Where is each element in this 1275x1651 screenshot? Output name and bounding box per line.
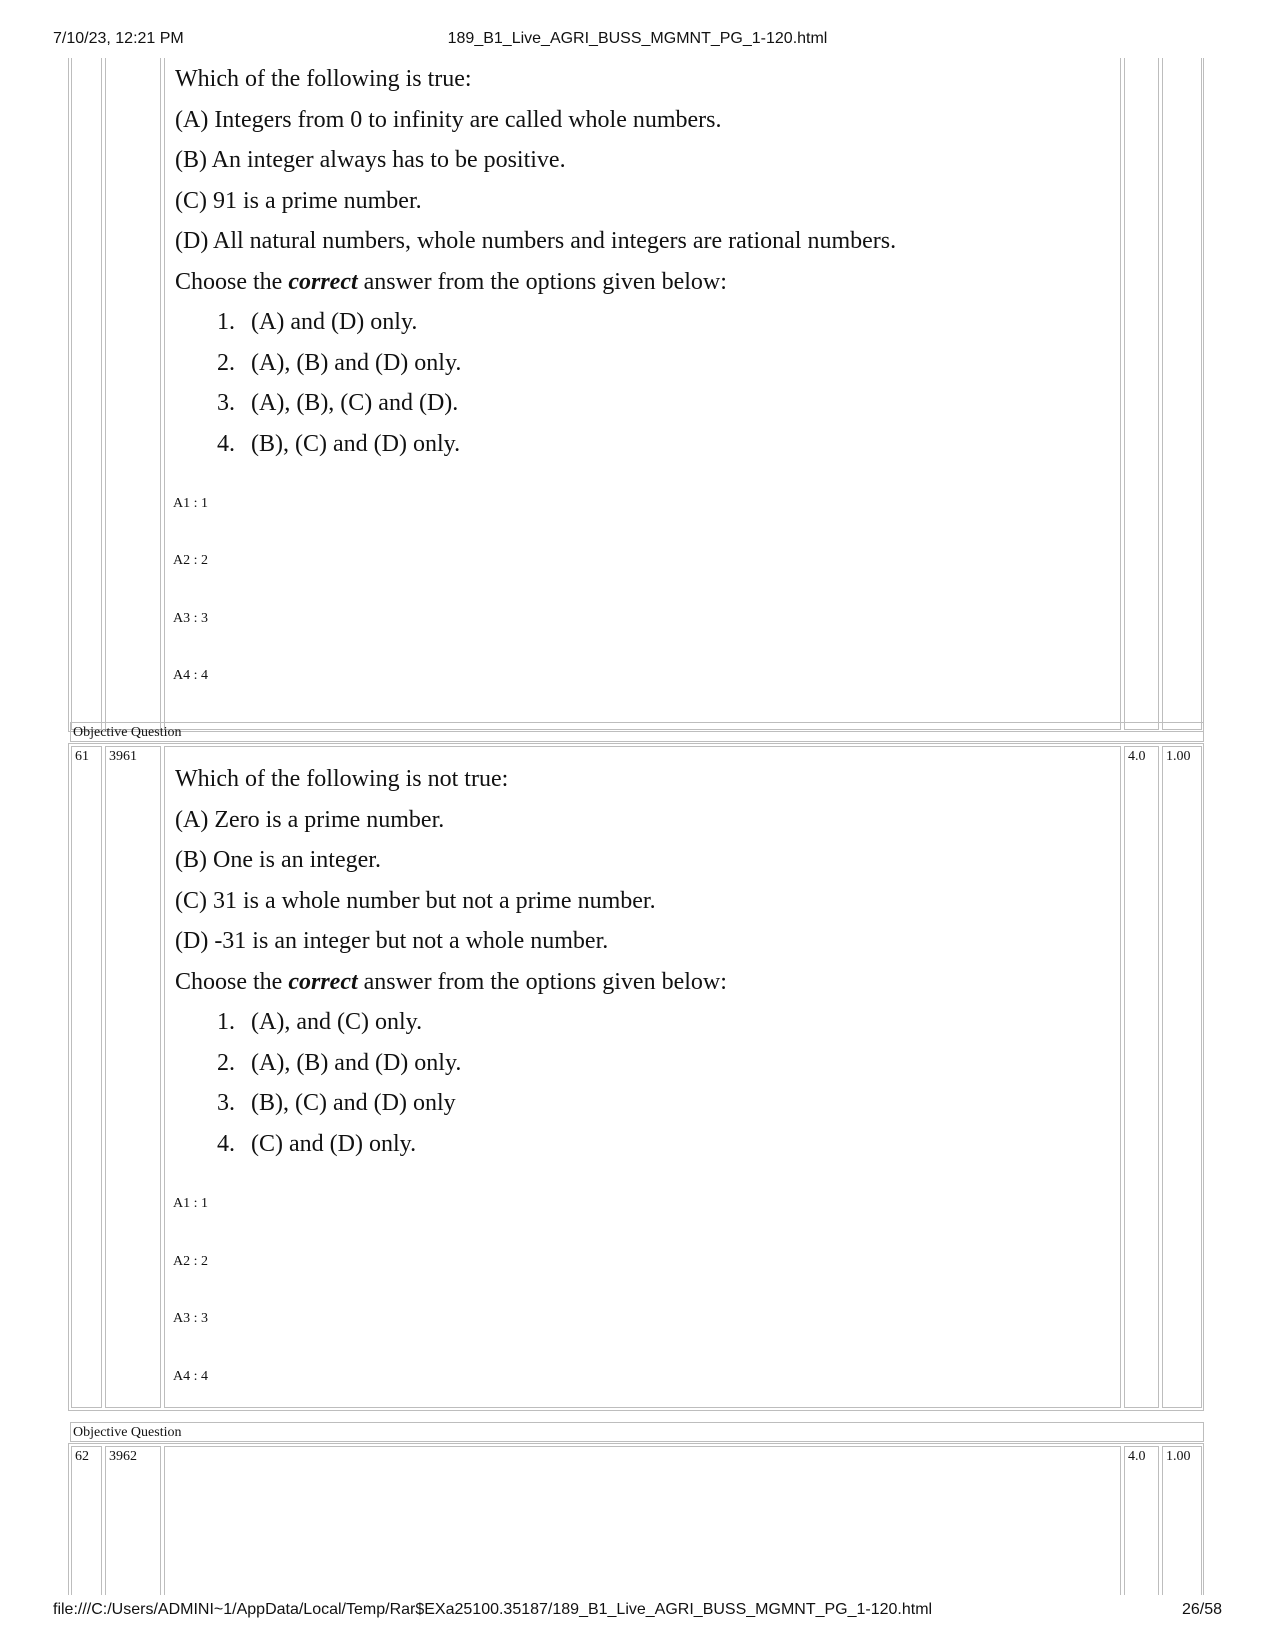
option-2 — [175, 1043, 1055, 1084]
statement-d: (D) -31 is an integer but not a whole number. — [175, 928, 609, 954]
option-text: (A), (B) and (D) only. — [251, 349, 462, 376]
q62-qid-cell: 3962 — [105, 1446, 161, 1595]
question-type-label: Objective Question — [70, 722, 1204, 742]
option-3 — [175, 383, 1055, 424]
option-text: (B), (C) and (D) only. — [251, 430, 461, 457]
statement-b: (B) An integer always has to be positive. — [175, 147, 566, 173]
statement-a: (A) Zero is a prime number. — [175, 806, 445, 833]
option-4 — [175, 424, 1055, 465]
answer-a1: A1 : 1 — [173, 496, 208, 511]
continued-qid-cell — [105, 58, 161, 730]
statement-d: (D) All natural numbers, whole numbers and integers are rational numbers. — [175, 228, 897, 254]
option-text: (C) and (D) only. — [251, 1130, 417, 1157]
continued-marks-cell — [1124, 58, 1159, 730]
question-stem: Which of the following is true: — [175, 66, 472, 92]
option-number: 1. — [217, 309, 235, 335]
option-1 — [175, 1002, 1055, 1043]
option-4 — [175, 1124, 1055, 1165]
q62-negative-cell: 1.00 — [1162, 1446, 1202, 1595]
statement-a: (A) Integers from 0 to infinity are called whole numbers. — [175, 106, 722, 133]
continued-sno-cell — [71, 58, 102, 730]
option-text: (A) and (D) only. — [251, 309, 418, 335]
question-stem: Which of the following is not true: — [175, 766, 509, 792]
q61-qid-cell: 3961 — [105, 746, 161, 1408]
option-text: (B), (C) and (D) only — [251, 1090, 456, 1116]
option-number: 3. — [217, 390, 235, 416]
statement-b: (B) One is an integer. — [175, 847, 381, 873]
choose-instruction — [175, 262, 1055, 303]
choose-suffix: answer from the options given below: — [357, 268, 727, 295]
option-number: 3. — [217, 1090, 235, 1116]
option-number: 2. — [217, 1049, 235, 1076]
option-text: (A), and (C) only. — [251, 1009, 423, 1035]
option-2 — [175, 343, 1055, 384]
question-type-label: Objective Question — [70, 1422, 1204, 1442]
answer-a3: A3 : 3 — [173, 611, 208, 626]
continued-negative-cell — [1162, 58, 1202, 730]
option-number: 4. — [217, 430, 235, 457]
option-1 — [175, 302, 1055, 343]
q62-marks-cell: 4.0 — [1124, 1446, 1159, 1595]
print-page-number: 26/58 — [1181, 1601, 1222, 1618]
statement-c: (C) 31 is a whole number but not a prime number. — [175, 887, 656, 914]
q61-marks-cell: 4.0 — [1124, 746, 1159, 1408]
answer-a1: A1 : 1 — [173, 1196, 208, 1211]
choose-prefix: Choose the — [175, 968, 289, 995]
answer-a3: A3 : 3 — [173, 1311, 208, 1326]
q61-question-text — [175, 759, 1055, 1164]
statement-c: (C) 91 is a prime number. — [175, 187, 422, 214]
answer-a4: A4 : 4 — [173, 668, 208, 683]
continued-question-text — [175, 59, 1055, 464]
choose-emph: correct — [288, 268, 358, 295]
option-number: 1. — [217, 1009, 235, 1035]
option-3 — [175, 1083, 1055, 1124]
q61-negative-cell: 1.00 — [1162, 746, 1202, 1408]
choose-emph: correct — [288, 968, 358, 995]
print-footer — [0, 1601, 1275, 1623]
option-number: 4. — [217, 1130, 235, 1157]
q62-question-cell — [164, 1446, 1121, 1595]
choose-prefix: Choose the — [175, 268, 289, 295]
print-file-path: file:///C:/Users/ADMINI~1/AppData/Local/Temp/Rar$EXa25100.35187/189_B1_Live_AGRI_BUSS_MGMNT_PG_1-120.html — [53, 1601, 933, 1618]
answer-a4: A4 : 4 — [173, 1369, 208, 1384]
print-datetime: 7/10/23, 12:21 PM — [53, 30, 184, 47]
answer-a2: A2 : 2 — [173, 1254, 208, 1269]
option-text: (A), (B) and (D) only. — [251, 1049, 462, 1076]
print-title: 189_B1_Live_AGRI_BUSS_MGMNT_PG_1-120.html — [447, 30, 828, 47]
q62-sno-cell: 62 — [71, 1446, 102, 1595]
answer-a2: A2 : 2 — [173, 553, 208, 568]
option-text: (A), (B), (C) and (D). — [251, 390, 459, 416]
choose-suffix: answer from the options given below: — [357, 968, 727, 995]
option-number: 2. — [217, 349, 235, 376]
choose-instruction — [175, 962, 1055, 1003]
print-header — [0, 30, 1275, 52]
q61-sno-cell: 61 — [71, 746, 102, 1408]
